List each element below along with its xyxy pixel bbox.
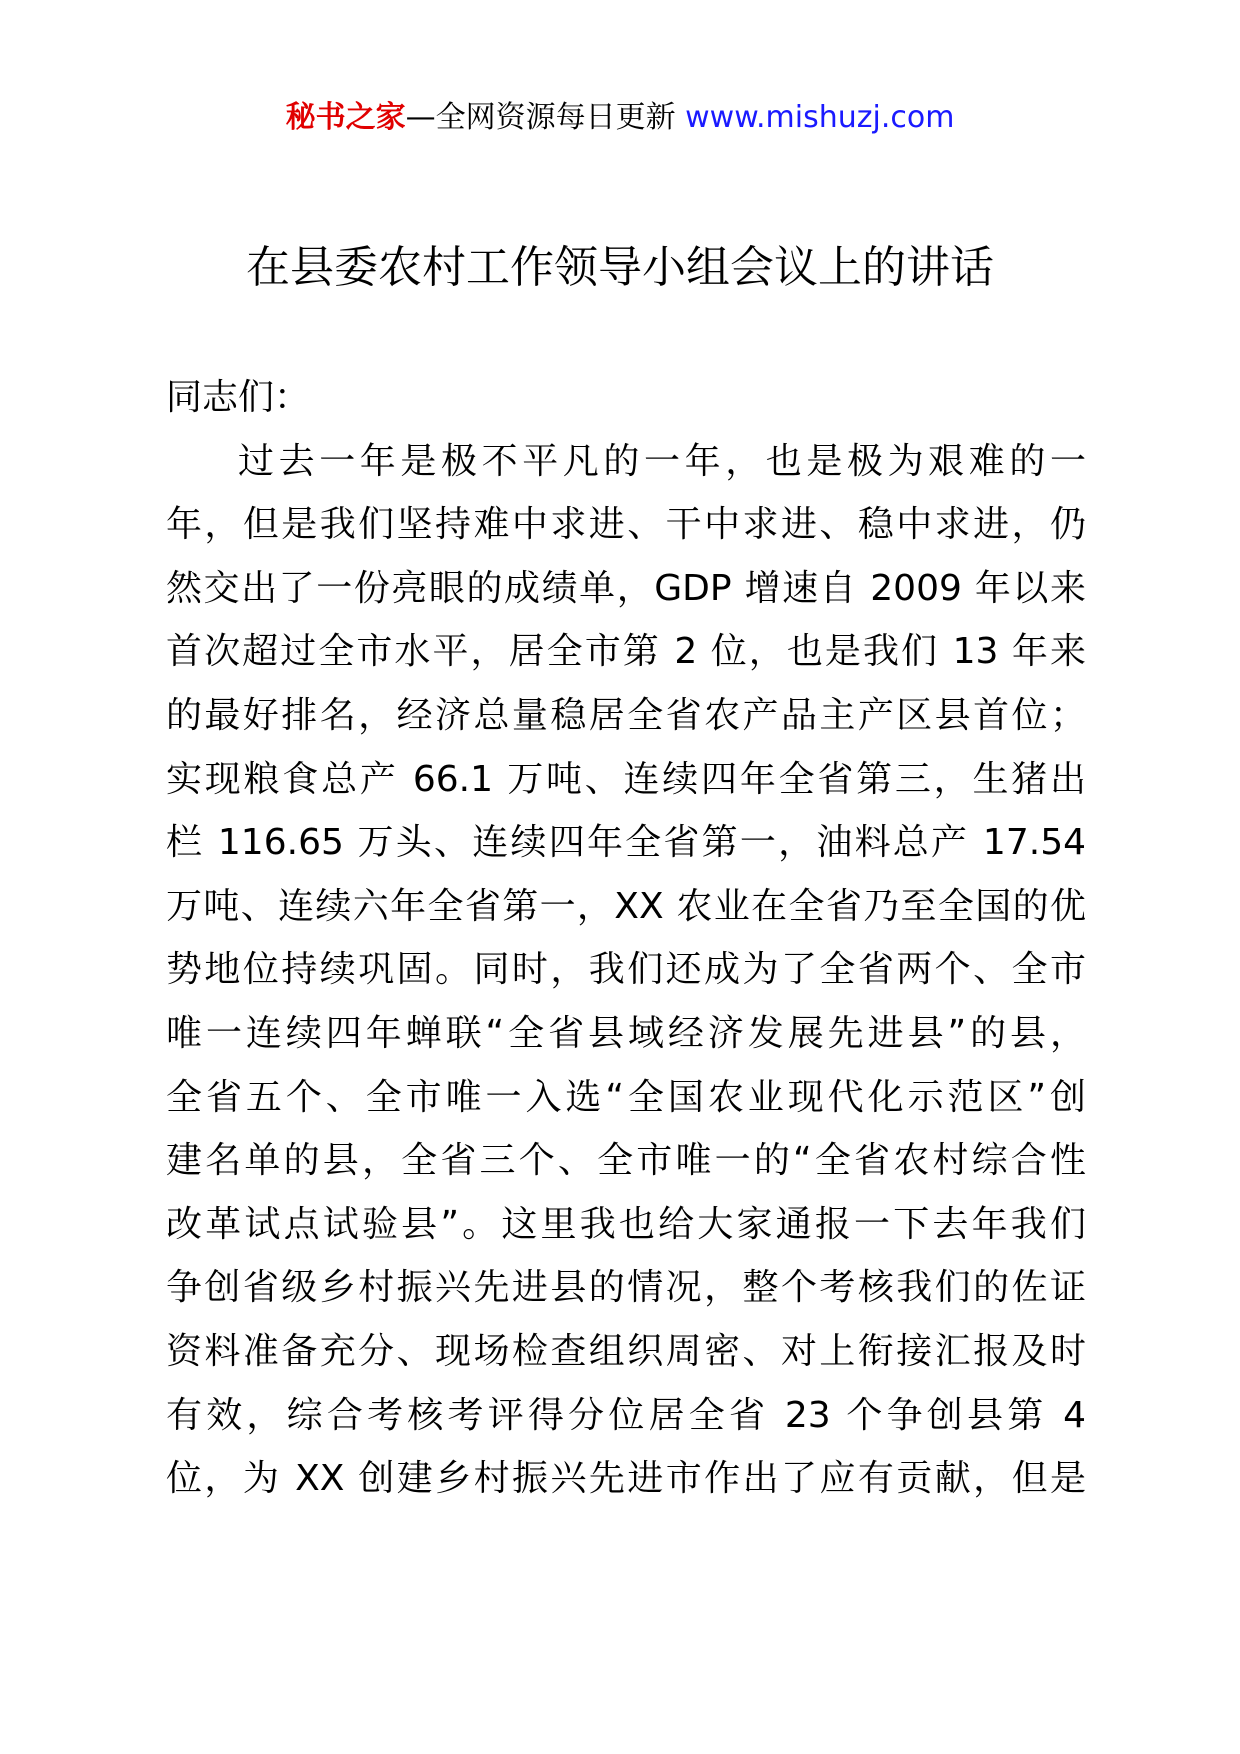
body-line: 然交出了一份亮眼的成绩单，GDP 增速自 2009 年以来 (166, 567, 1086, 609)
document-title: 在县委农村工作领导小组会议上的讲话 (246, 242, 994, 293)
body-line: 年，但是我们坚持难中求进、干中求进、稳中求进，仍 (166, 504, 1086, 546)
body-line: 有效，综合考核考评得分位居全省 23 个争创县第 4 (166, 1394, 1086, 1436)
body-line: 位，为 XX 创建乡村振兴先进市作出了应有贡献，但是 (166, 1458, 1086, 1500)
site-url-link[interactable]: www.mishuzj.com (685, 100, 955, 135)
body-line: 全省五个、全市唯一入选“全国农业现代化示范区”创 (166, 1076, 1086, 1118)
body-line: 资料准备充分、现场检查组织周密、对上衔接汇报及时 (166, 1330, 1086, 1372)
body-line: 实现粮食总产 66.1 万吨、连续四年全省第三，生猪出 (166, 758, 1086, 800)
body-line: 势地位持续巩固。同时，我们还成为了全省两个、全市 (166, 949, 1086, 991)
body-line: 建名单的县，全省三个、全市唯一的“全省农村综合性 (166, 1140, 1086, 1182)
salutation: 同志们： (166, 377, 311, 418)
body-line: 栏 116.65 万头、连续四年全省第一，油料总产 17.54 (166, 822, 1086, 864)
site-tagline: —全网资源每日更新 (405, 100, 676, 135)
body-line: 唯一连续四年蝉联“全省县域经济发展先进县”的县， (166, 1012, 1086, 1054)
site-brand: 秘书之家 (285, 100, 406, 135)
site-header (0, 98, 1240, 138)
body-line: 争创省级乡村振兴先进县的情况，整个考核我们的佐证 (166, 1267, 1086, 1309)
body-line: 的最好排名，经济总量稳居全省农产品主产区县首位； (166, 694, 1086, 736)
body-line: 改革试点试验县”。这里我也给大家通报一下去年我们 (166, 1203, 1086, 1245)
body-line: 过去一年是极不平凡的一年，也是极为艰难的一 (238, 440, 1086, 482)
body-line: 首次超过全市水平，居全市第 2 位，也是我们 13 年来 (166, 631, 1086, 673)
body-line: 万吨、连续六年全省第一，XX 农业在全省乃至全国的优 (166, 885, 1086, 927)
document-body (166, 366, 1086, 1511)
